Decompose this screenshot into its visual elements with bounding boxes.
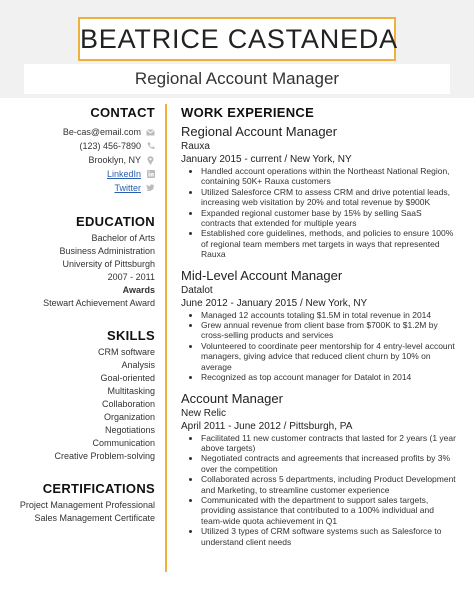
skills-heading: SKILLS: [106, 328, 155, 343]
column-divider: [165, 104, 167, 572]
job-dates: January 2015 - current / New York, NY: [181, 154, 352, 165]
left-column: [0, 105, 155, 525]
contact-location: Brooklyn, NY: [88, 155, 141, 165]
job-bullet: • Handled account operations within the Northeast National Region, containing 50K+ Rauxa customers: [201, 166, 457, 187]
skill-item: CRM software: [97, 347, 155, 357]
job-title: Account Manager: [181, 390, 283, 406]
contact-item-linkedin[interactable]: [0, 167, 155, 181]
contact-item-email: [0, 125, 155, 139]
job-company: New Relic: [181, 407, 227, 419]
linkedin-icon: [146, 170, 155, 179]
education-heading: EDUCATION: [75, 214, 155, 229]
certification-item: Project Management Professional: [19, 500, 155, 510]
job-entry: [181, 268, 457, 383]
job-bullets: [181, 310, 457, 383]
awards-heading: Awards: [122, 285, 155, 295]
twitter-icon: [146, 184, 155, 193]
job-bullets: [181, 433, 457, 547]
skill-item: Negotiations: [104, 425, 155, 435]
job-bullet: • Negotiated contracts and agreements that increased profits by 3% over the competition: [201, 453, 457, 474]
skill-item: Creative Problem-solving: [54, 451, 155, 461]
job-entry: [181, 124, 457, 260]
job-bullet: • Established core guidelines, methods, and policies to ensure 100% of regional team members met targets in ways that represented Rauxa: [201, 228, 457, 259]
job-bullet: • Utilized Salesforce CRM to assess CRM and drive potential leads, increasing web visitation by 20% and total revenue by $900K: [201, 187, 457, 208]
job-title: Regional Account Manager: [181, 124, 338, 139]
job-dates: June 2012 - January 2015 / New York, NY: [181, 297, 368, 309]
contact-list: [0, 125, 155, 195]
contact-phone: (123) 456-7890: [79, 141, 141, 151]
degree-line-2: Business Administration: [59, 246, 155, 256]
job-bullet: • Expanded regional customer base by 15% by selling SaaS contracts that extended for multiple years: [201, 208, 457, 229]
job-company: Datalot: [181, 284, 213, 296]
certifications-heading: CERTIFICATIONS: [42, 481, 155, 496]
job-title: Mid-Level Account Manager: [181, 267, 343, 283]
candidate-name: BEATRICE CASTANEDA: [80, 24, 398, 54]
job-bullet: • Facilitated 11 new customer contracts that lasted for 2 years (1 year above targets): [201, 433, 457, 454]
school-name: University of Pittsburgh: [62, 259, 155, 269]
skills-list: [0, 346, 155, 463]
work-experience-heading: WORK EXPERIENCE: [181, 105, 315, 120]
skill-item: Multitasking: [107, 386, 155, 396]
contact-heading: CONTACT: [90, 105, 155, 120]
education-years: 2007 - 2011: [107, 272, 155, 282]
job-bullet: • Recognized as top account manager for Datalot in 2014: [201, 372, 457, 382]
contact-item-twitter[interactable]: [0, 181, 155, 195]
job-bullet: • Communicated with the department to support sales targets, providing assistance that contributed to a 100% individual and team-wide quota achievement in Q1: [201, 495, 457, 526]
job-bullet: • Grew annual revenue from client base from $700K to $1.2M by cross-selling products and services: [201, 320, 457, 341]
job-bullet: • Utilized 3 types of CRM software systems such as Salesforce to understand client needs: [201, 526, 457, 547]
linkedin-link[interactable]: LinkedIn: [106, 169, 141, 179]
skill-item: Communication: [92, 438, 155, 448]
job-dates: April 2011 - June 2012 / Pittsburgh, PA: [181, 420, 353, 432]
contact-email: Be-cas@email.com: [62, 127, 141, 137]
right-column: [181, 105, 457, 547]
twitter-link[interactable]: Twitter: [114, 183, 141, 193]
job-bullet: • Managed 12 accounts totaling $1.5M in total revenue in 2014: [201, 310, 457, 320]
name-box: [78, 17, 396, 61]
job-bullets: [181, 166, 457, 260]
candidate-title: Regional Account Manager: [134, 69, 340, 88]
subtitle-bar: [24, 64, 450, 94]
job-bullet: • Volunteered to coordinate peer mentorship for 4 entry-level account managers, giving advice that reduced client churn by 10% on average: [201, 341, 457, 372]
award-item: Stewart Achievement Award: [43, 298, 155, 308]
phone-icon: [146, 142, 155, 151]
skill-item: Goal-oriented: [100, 373, 155, 383]
job-entry: [181, 391, 457, 547]
skill-item: Collaboration: [101, 399, 155, 409]
contact-item-location: [0, 153, 155, 167]
skill-item: Organization: [103, 412, 155, 422]
skill-item: Analysis: [121, 360, 155, 370]
location-pin-icon: [146, 156, 155, 165]
certification-item: Sales Management Certificate: [34, 513, 155, 523]
email-icon: [146, 128, 155, 137]
contact-item-phone: [0, 139, 155, 153]
job-bullet: • Collaborated across 5 departments, including Product Development and Marketing, to streamline customer experience: [201, 474, 457, 495]
degree-line-1: Bachelor of Arts: [91, 233, 155, 243]
job-company: Rauxa: [181, 141, 210, 152]
